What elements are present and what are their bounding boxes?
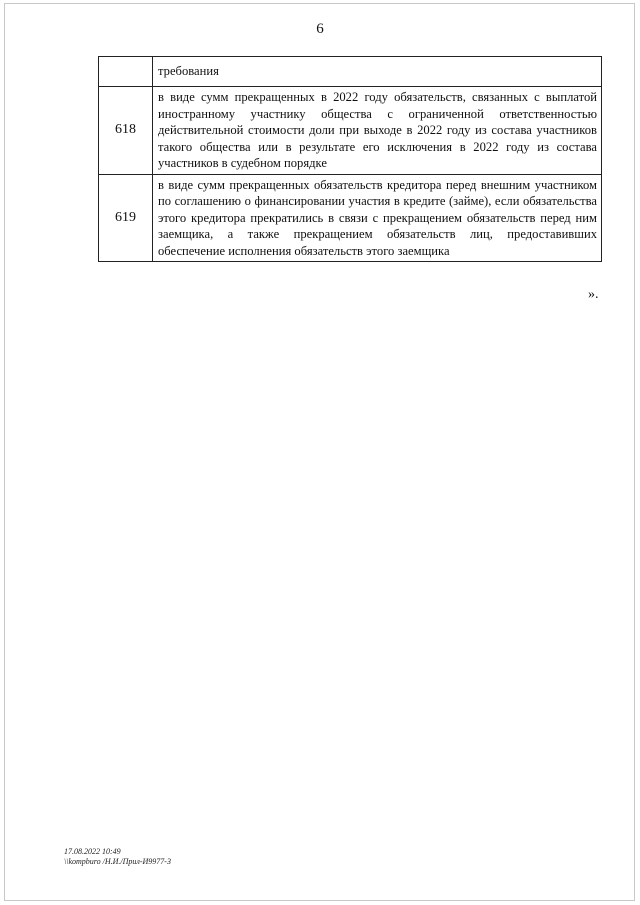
footer-date: 17.08.2022 10:49 [64, 847, 121, 856]
row-number: 618 [99, 87, 153, 175]
page-number: 6 [316, 21, 324, 37]
table-row [99, 174, 602, 262]
row-number: 619 [99, 174, 153, 262]
footer-file-ref: \\kompburo /Н.И./Прил-И9977-3 [64, 857, 171, 866]
table-row [99, 87, 602, 175]
row-text: в виде сумм прекращенных обязательств кредитора перед внешним участником по соглашению о финансировании участия в кредите (займе), если обязательства этого кредитора прекратились в связи с прекращением обязательств перед ним заемщика, а также прекращением обязательств лиц, предоставивших обеспечение исполнения обязательств этого заемщика [153, 174, 602, 262]
row-text: в виде сумм прекращенных в 2022 году обязательств, связанных с выплатой иностранному участнику общества с ограниченной ответственностью действительной стоимости доли при выходе в 2022 году из состава участников такого общества или в результате его исключения в 2022 году из состава участников в судебном порядке [153, 87, 602, 175]
row-number [99, 57, 153, 87]
footer-stamp [64, 847, 171, 867]
document-table [98, 56, 602, 262]
row-text: требования [153, 57, 602, 87]
closing-quote-mark: ». [588, 287, 599, 302]
table-row [99, 57, 602, 87]
